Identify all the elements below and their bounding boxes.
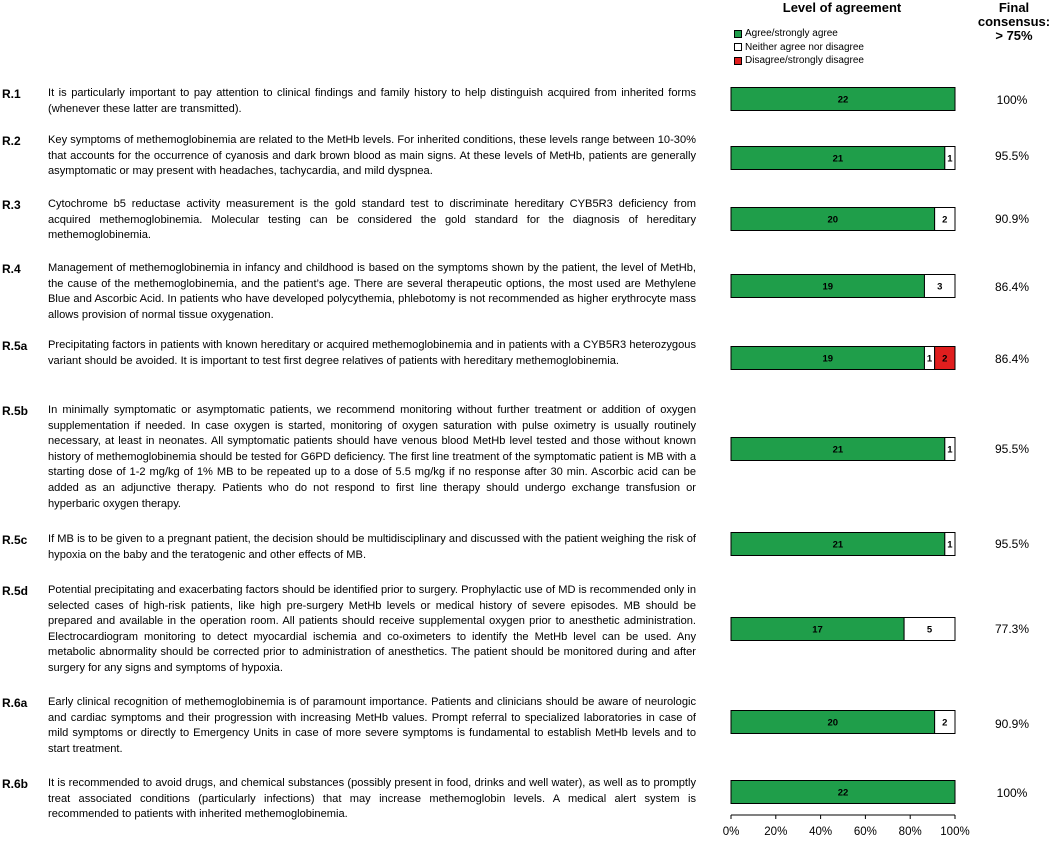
x-tick-label: 80%: [898, 826, 922, 838]
recommendation-id: R.5c: [2, 533, 28, 547]
consensus-percent: 100%: [996, 93, 1028, 107]
bar-segment-label: 1: [947, 153, 953, 165]
final-consensus-line1: Final consensus:: [977, 0, 1051, 29]
recommendation-id: R.5a: [2, 339, 28, 353]
recommendation-text: Key symptoms of methemoglobinemia are related to the MetHb levels. For inherited conditions, these levels range between 10-30% that accounts for the occurrence of cyanosis and dark brown blood as main signs. At these levels of MetHb, patients are generally asymptomatic or may present with headaches, tachycardia, and mild dyspnea.: [48, 134, 696, 178]
x-tick-label: 60%: [853, 826, 877, 838]
recommendation-text: It is particularly important to pay attention to clinical findings and family history to help distinguish acquired from inherited forms (whenever these latter are transmitted).: [48, 87, 696, 115]
recommendation-text: Early clinical recognition of methemoglobinemia is of paramount importance. Patients and clinicians should be aware of neurologic and cardiac symptoms and their progression with increasing MetHb values. Prompt referral to specialized laboratories in case of mild symptoms or directly to Emergency Units in case of more severe symptoms is fundamental to establish MetHb levels and to start treatment.: [48, 696, 696, 755]
bar-segment-label: 2: [942, 717, 948, 729]
bar-segment-label: 20: [827, 214, 839, 226]
bar-segment-label: 2: [942, 353, 948, 365]
bar-segment-label: 1: [947, 539, 953, 551]
consensus-percent: 86.4%: [994, 352, 1030, 366]
consensus-percent: 86.4%: [994, 280, 1030, 294]
bar-segment-label: 21: [832, 444, 844, 456]
consensus-percent: 95.5%: [994, 149, 1030, 163]
recommendation-id: R.1: [2, 87, 21, 101]
recommendation-text: If MB is to be given to a pregnant patient, the decision should be multidisciplinary and discussed with the patient weighing the risk of hypoxia on the baby and the teratogenic and other effects of MB.: [48, 533, 696, 561]
recommendation-id: R.5b: [2, 404, 29, 418]
bar-segment-label: 19: [822, 353, 834, 365]
recommendation-id: R.2: [2, 134, 21, 148]
bar-segment-label: 17: [812, 624, 823, 636]
recommendation-text: Cytochrome b5 reductase activity measurement is the gold standard test to discriminate hereditary CYB5R3 deficiency from acquired methemoglobinemia. Molecular testing can be considered the gold standard for the diagnosis of hereditary methemoglobinemia.: [48, 198, 696, 242]
legend-label-neither: Neither agree nor disagree: [745, 41, 864, 53]
consensus-percent: 95.5%: [994, 442, 1030, 456]
consensus-percent: 95.5%: [994, 537, 1030, 551]
legend-label-agree: Agree/strongly agree: [745, 28, 838, 39]
level-of-agreement-title: Level of agreement: [782, 0, 902, 15]
bar-segment-label: 1: [947, 444, 953, 456]
x-tick-label: 40%: [809, 826, 833, 838]
bar-segment-label: 21: [832, 153, 844, 165]
recommendation-id: R.6b: [2, 777, 29, 791]
recommendation-text: Management of methemoglobinemia in infancy and childhood is based on the symptoms shown by the patient, the level of MetHb, the cause of the methemoglobinemia, and the patient’s age. There are several therapeutic options, the most used are Methylene Blue and Ascorbic Acid. In patients who have developed polycythemia, phlebotomy is not recommended as higher erythrocyte mass allows provision of normal tissue oxygenation.: [48, 262, 696, 321]
recommendation-id: R.5d: [2, 584, 29, 598]
bar-segment-label: 20: [827, 717, 839, 729]
consensus-percent: 90.9%: [994, 212, 1030, 226]
bar-segment-label: 3: [937, 281, 943, 293]
x-tick-label: 20%: [764, 826, 788, 838]
x-tick-label: 100%: [940, 826, 970, 838]
bar-segment-label: 2: [942, 214, 948, 226]
recommendation-text: It is recommended to avoid drugs, and chemical substances (possibly present in food, drinks and well water), as well as to promptly treat associated conditions (particularly infections) that may increase methemoglobin levels. A medical alert system is recommended to patients with inherited methemoglobinemia.: [48, 777, 696, 821]
legend-label-disagree: Disagree/strongly disagree: [745, 55, 864, 66]
consensus-percent: 100%: [996, 786, 1028, 800]
consensus-percent: 77.3%: [994, 622, 1030, 636]
bar-segment-label: 19: [822, 281, 834, 293]
x-tick-label: 0%: [722, 826, 740, 838]
recommendation-id: R.3: [2, 198, 21, 212]
recommendation-id: R.6a: [2, 696, 28, 710]
bar-segment-label: 22: [837, 94, 849, 106]
consensus-percent: 90.9%: [994, 717, 1030, 731]
bar-segment-label: 21: [832, 539, 844, 551]
bar-segment-label: 22: [837, 787, 849, 799]
final-consensus-line2: > 75%: [995, 28, 1033, 43]
recommendation-text: In minimally symptomatic or asymptomatic patients, we recommend monitoring without further treatment or addition of oxygen supplementation if needed. In case oxygen is started, monitoring of oxygen saturation with pulse oximetry is usually routinely necessary, at least in neonates. All symptomatic patients should have venous blood MetHb level tested and those without known history of methemoglobinemia should be tested for G6PD deficiency. The first line treatment of the symptomatic patient is MB with a starting dose of 1-2 mg/kg of 1% MB to be repeated up to a dose of 5.5 mg/kg if no response after 30 min. Ascorbic acid can be added as an adjunctive therapy. Patients who do not respond to first line therapy should undergo exchange transfusion or hyperbaric oxygen therapy.: [48, 404, 696, 510]
recommendation-text: Potential precipitating and exacerbating factors should be identified prior to surgery. Prophylactic use of MD is recommended only in selected cases of high-risk patients, like high pre-surgery MetHb levels or medical history of severe episodes. MB should be prepared and available in the operation room. All patients should receive supplemental oxygen prior to anesthetic administration. Electrocardiogram monitoring to detect myocardial ischemia and co-oximeters to identify the MetHb level can be used. Any metabolic abnormality should be corrected prior to administration of anesthetics. The patient should be monitored during and after surgery for any signs and symptoms of hypoxia.: [48, 584, 696, 674]
recommendation-text: Precipitating factors in patients with known hereditary or acquired methemoglobinemia and in patients with a CYB5R3 heterozygous variant should be avoided. It is important to test first degree relatives of patients with hereditary methemoglobinemia.: [48, 339, 696, 367]
bar-segment-label: 5: [926, 624, 933, 636]
recommendation-id: R.4: [2, 262, 21, 276]
bar-segment-label: 1: [926, 353, 933, 365]
